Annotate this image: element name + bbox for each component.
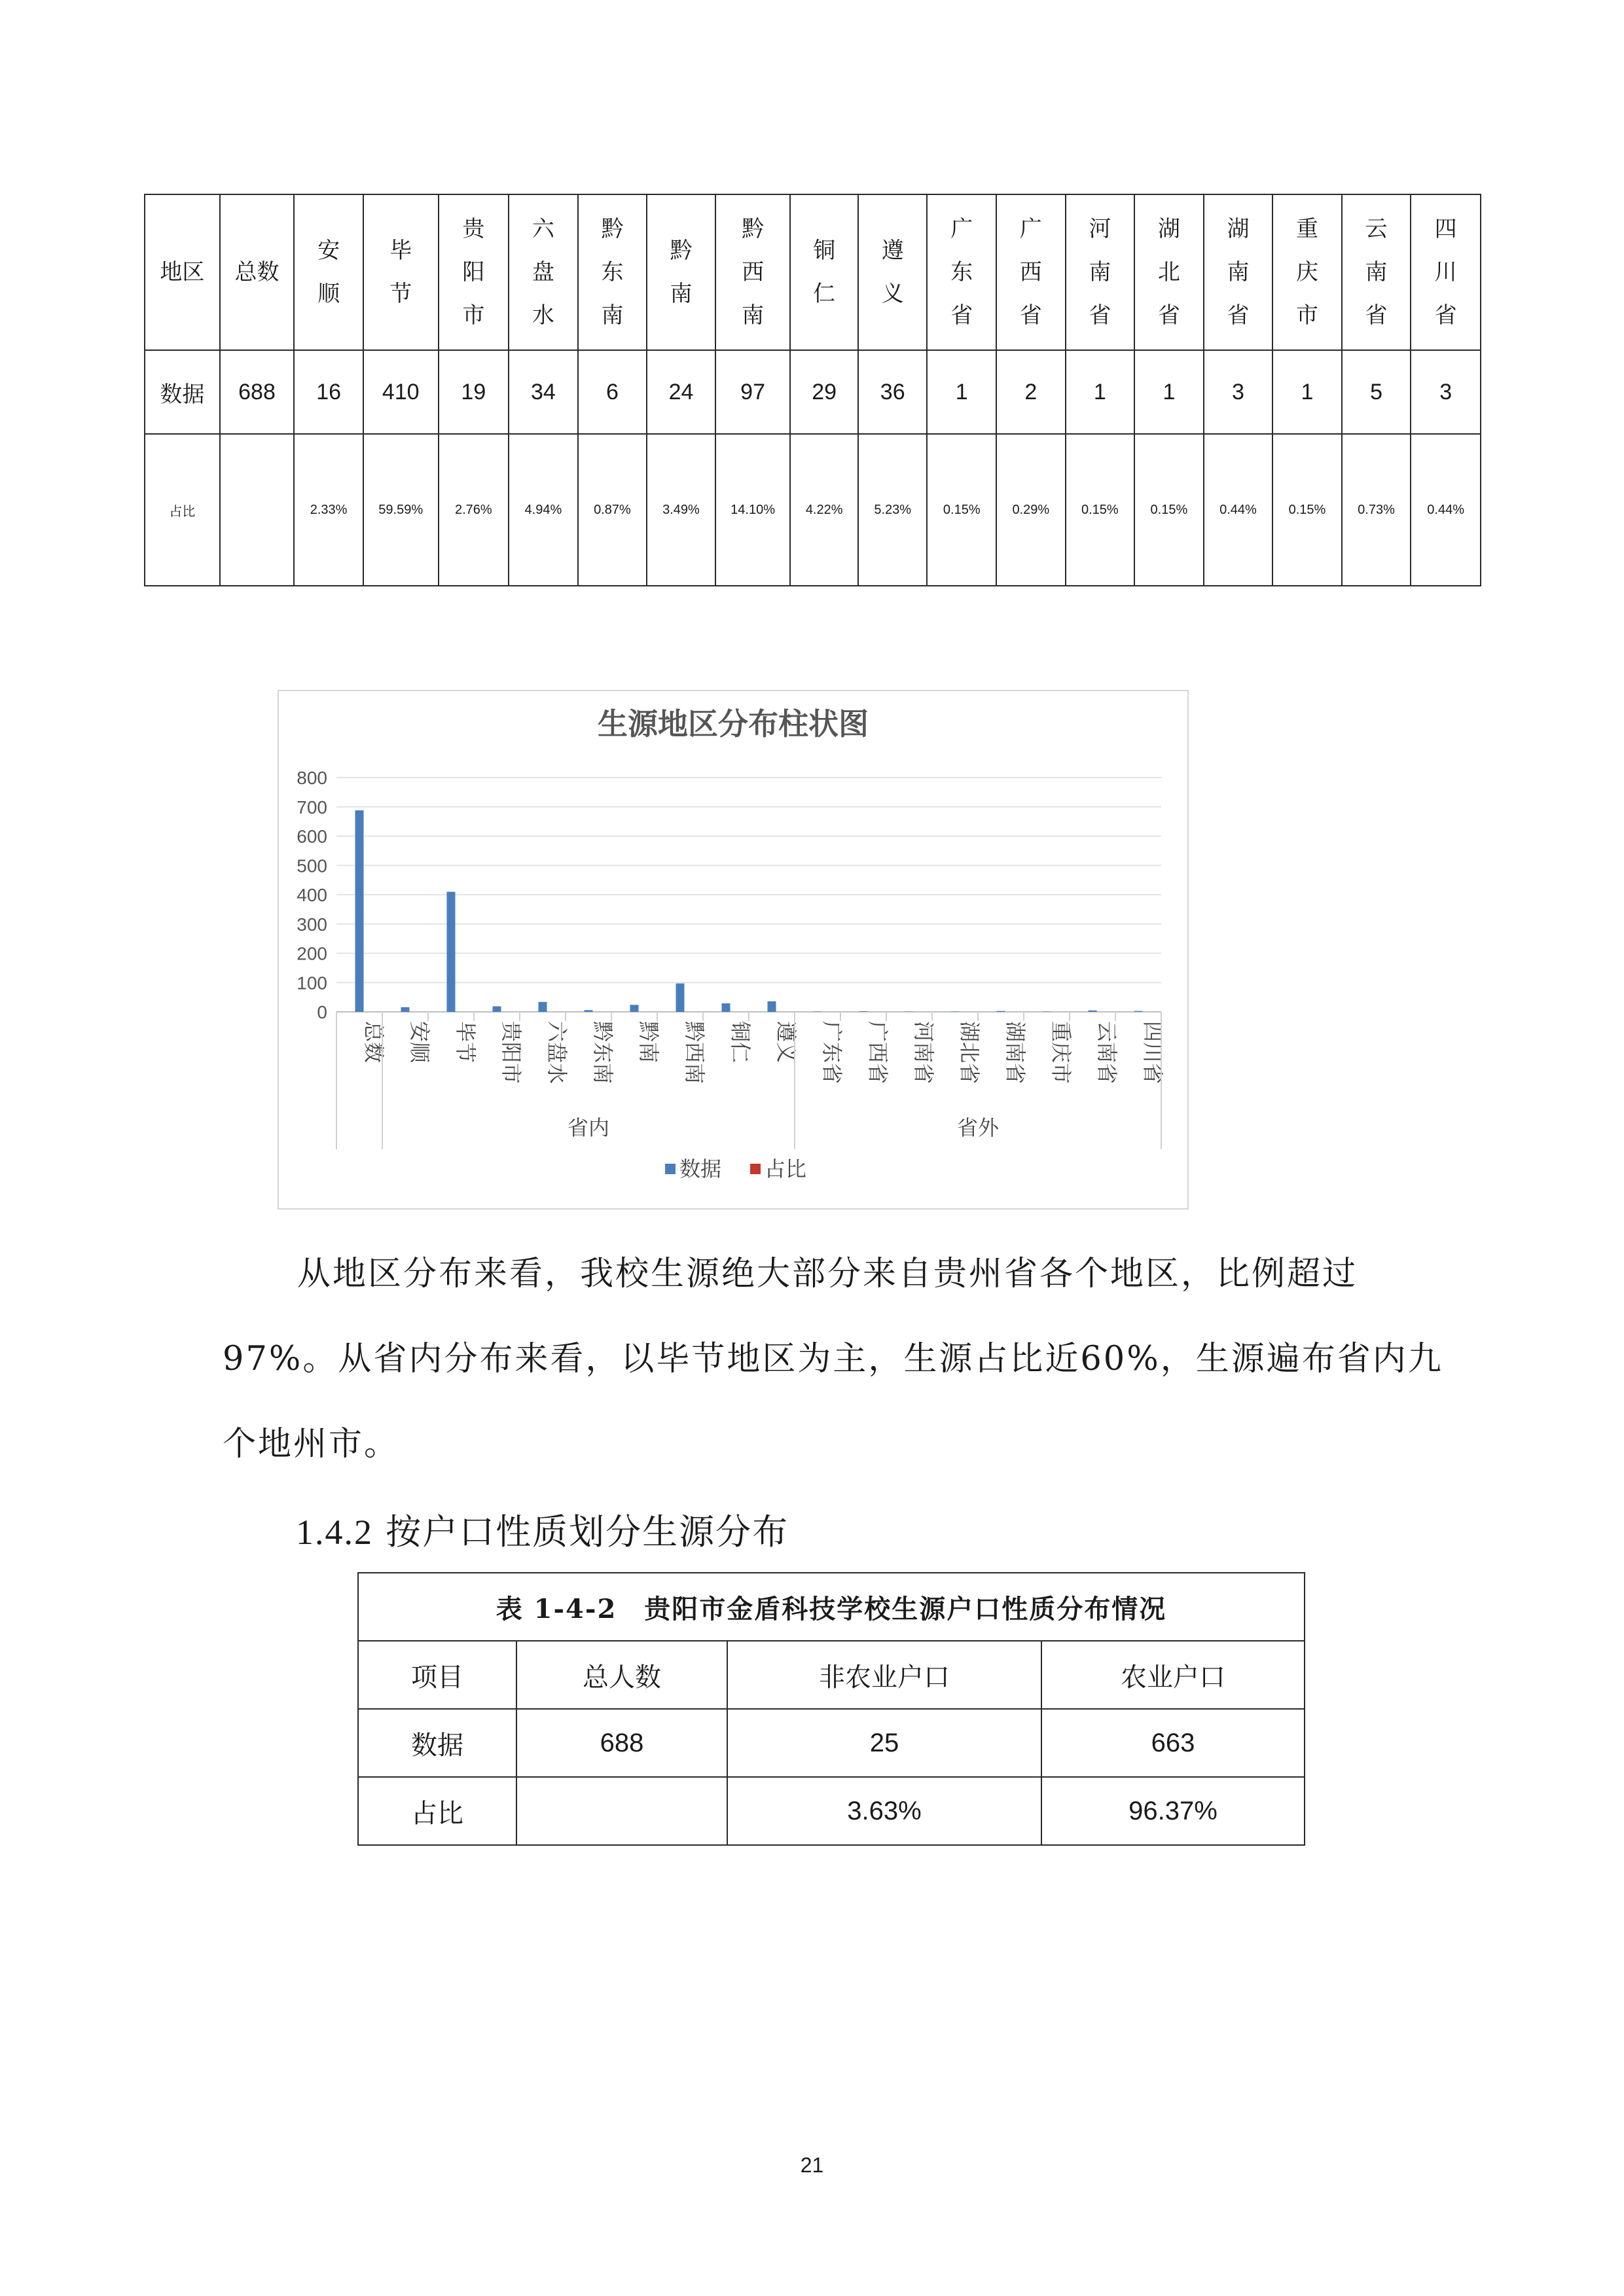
table-cell: 0.15% — [1272, 434, 1342, 586]
header-cell — [927, 194, 996, 350]
table-cell: 34 — [509, 350, 578, 434]
header-cell — [220, 194, 295, 350]
header-label: 地区 — [160, 259, 205, 285]
y-tick-label: 700 — [297, 797, 327, 817]
table-row-data — [145, 350, 1481, 434]
header-cell — [363, 194, 439, 350]
x-tick-label: 四川省 — [1140, 1021, 1165, 1085]
table-cell: 4.22% — [790, 434, 858, 586]
header-cell — [996, 194, 1066, 350]
table-cell: 29 — [790, 350, 858, 434]
y-tick-label: 600 — [297, 826, 327, 847]
table-cell: 0.15% — [1066, 434, 1135, 586]
table-row — [358, 1709, 1305, 1777]
row-label: 占比 — [358, 1777, 516, 1845]
table-cell: 97 — [715, 350, 791, 434]
x-tick-label: 黔西南 — [682, 1021, 707, 1085]
table-cell: 19 — [439, 350, 509, 434]
header-label: 毕节 — [389, 238, 412, 307]
bar — [722, 1003, 731, 1012]
table-header-row — [358, 1641, 1305, 1709]
table-cell: 2.76% — [439, 434, 509, 586]
table-header-row — [145, 194, 1481, 350]
group-label: 省外 — [956, 1115, 1000, 1140]
table-cell: 410 — [363, 350, 439, 434]
table-cell: 688 — [516, 1709, 727, 1777]
group-label: 省内 — [567, 1115, 610, 1140]
header-cell — [1066, 194, 1135, 350]
x-tick-label: 铜仁 — [728, 1021, 753, 1064]
x-tick-label: 黔东南 — [590, 1021, 615, 1085]
header-cell — [1134, 194, 1204, 350]
table-cell: 3.49% — [647, 434, 715, 586]
table-cell: 36 — [858, 350, 928, 434]
header-cell — [439, 194, 509, 350]
chart-canvas — [279, 691, 1187, 1208]
x-tick-label: 河南省 — [911, 1021, 936, 1085]
section-number: 1.4.2 — [296, 1513, 373, 1552]
y-tick-label: 200 — [297, 943, 327, 964]
hukou-table — [357, 1572, 1305, 1846]
header-label: 黔南 — [670, 238, 693, 307]
bar — [493, 1006, 501, 1012]
header-label: 云南省 — [1365, 216, 1388, 329]
y-tick-label: 500 — [297, 855, 327, 876]
table-cell: 0.87% — [578, 434, 647, 586]
header-cell — [578, 194, 647, 350]
table-cell: 0.73% — [1342, 434, 1411, 586]
table-cell — [516, 1777, 727, 1845]
header-label: 遵义 — [881, 238, 904, 307]
x-tick-label: 湖南省 — [1003, 1021, 1028, 1085]
table-cell: 0.44% — [1204, 434, 1273, 586]
table-row-ratio — [145, 434, 1481, 586]
header-label: 铜仁 — [813, 238, 836, 307]
section-heading — [296, 1504, 789, 1554]
table-cell: 1 — [927, 350, 996, 434]
header-label: 四川省 — [1434, 216, 1457, 329]
table-cell: 0.44% — [1411, 434, 1481, 586]
header-label: 河南省 — [1089, 216, 1111, 329]
header-label: 广西省 — [1019, 216, 1042, 329]
table-cell — [220, 434, 295, 586]
header-cell: 项目 — [358, 1641, 516, 1709]
x-tick-label: 广西省 — [865, 1021, 890, 1085]
header-cell — [858, 194, 928, 350]
header-label: 贵阳市 — [462, 216, 485, 329]
bar — [676, 984, 685, 1012]
table-cell: 0.15% — [1134, 434, 1204, 586]
table-cell: 0.15% — [927, 434, 996, 586]
header-cell — [294, 194, 363, 350]
header-label: 六盘水 — [532, 216, 554, 329]
bar — [859, 1011, 868, 1012]
header-cell — [1411, 194, 1481, 350]
row-label: 占比 — [145, 434, 220, 586]
table-cell: 59.59% — [363, 434, 439, 586]
header-cell — [1272, 194, 1342, 350]
row-label: 数据 — [145, 350, 220, 434]
y-tick-label: 400 — [297, 885, 327, 905]
body-paragraph: 从地区分布来看，我校生源绝大部分来自贵州省各个地区，比例超过97%。从省内分布来看，以毕节地区为主，生源占比近60%，生源遍布省内九个地州市。 — [223, 1255, 1443, 1463]
table-cell: 5.23% — [858, 434, 928, 586]
header-cell — [145, 194, 220, 350]
legend-label: 占比 — [765, 1157, 807, 1181]
y-tick-label: 0 — [317, 1002, 327, 1022]
region-distribution-table — [144, 194, 1481, 586]
x-tick-label: 毕节 — [453, 1021, 478, 1064]
header-label: 重庆市 — [1295, 216, 1318, 329]
table-cell: 25 — [727, 1709, 1041, 1777]
legend-label: 数据 — [679, 1157, 722, 1181]
header-cell — [715, 194, 791, 350]
page-number: 21 — [800, 2153, 824, 2177]
table-cell: 3 — [1204, 350, 1273, 434]
bar — [997, 1011, 1005, 1012]
bar — [585, 1010, 593, 1012]
legend-swatch — [750, 1164, 761, 1174]
table-cell: 2.33% — [294, 434, 363, 586]
header-cell — [647, 194, 715, 350]
y-tick-label: 800 — [297, 768, 327, 788]
table-cell: 1 — [1272, 350, 1342, 434]
bar-chart — [278, 690, 1189, 1210]
header-label: 总数 — [234, 259, 280, 285]
table-cell: 16 — [294, 350, 363, 434]
header-cell: 非农业户口 — [727, 1641, 1041, 1709]
table-cell: 3 — [1411, 350, 1481, 434]
y-tick-label: 300 — [297, 914, 327, 935]
x-tick-label: 遵义 — [774, 1021, 799, 1064]
bar — [539, 1002, 547, 1012]
bar — [630, 1005, 639, 1012]
chart-title: 生源地区分布柱状图 — [598, 706, 869, 742]
y-tick-label: 100 — [297, 973, 327, 994]
header-cell: 农业户口 — [1041, 1641, 1305, 1709]
x-tick-label: 重庆市 — [1049, 1021, 1074, 1085]
table-cell: 0.29% — [996, 434, 1066, 586]
header-label: 湖南省 — [1227, 216, 1250, 329]
header-cell — [790, 194, 858, 350]
bar — [1089, 1011, 1097, 1012]
table-cell: 3.63% — [727, 1777, 1041, 1845]
header-label: 湖北省 — [1157, 216, 1180, 329]
table-cell: 1 — [1134, 350, 1204, 434]
table-cell: 4.94% — [509, 434, 578, 586]
table-cell: 5 — [1342, 350, 1411, 434]
table-cell: 24 — [647, 350, 715, 434]
table-cell: 6 — [578, 350, 647, 434]
table-cell: 96.37% — [1041, 1777, 1305, 1845]
header-cell: 总人数 — [516, 1641, 727, 1709]
legend-swatch — [665, 1164, 676, 1174]
header-label: 安顺 — [317, 238, 340, 307]
header-cell — [509, 194, 578, 350]
section-title: 按户口性质划分生源分布 — [386, 1511, 789, 1552]
x-tick-label: 安顺 — [407, 1021, 432, 1064]
header-label: 黔西南 — [742, 216, 765, 329]
bar — [768, 1001, 776, 1012]
x-tick-label: 总数 — [361, 1021, 386, 1064]
x-tick-label: 广东省 — [820, 1021, 844, 1085]
row-label: 数据 — [358, 1709, 516, 1777]
header-label: 黔东南 — [601, 216, 624, 329]
table-cell: 688 — [220, 350, 295, 434]
header-label: 广东省 — [950, 216, 973, 329]
table-cell: 2 — [996, 350, 1066, 434]
bar — [1134, 1011, 1143, 1012]
table-row — [358, 1777, 1305, 1845]
x-tick-label: 湖北省 — [957, 1021, 982, 1085]
table-cell: 14.10% — [715, 434, 791, 586]
x-tick-label: 六盘水 — [545, 1021, 569, 1085]
bar — [355, 810, 364, 1012]
table-caption-row — [358, 1573, 1305, 1641]
x-tick-label: 贵阳市 — [499, 1021, 524, 1085]
bar — [401, 1007, 410, 1012]
x-tick-label: 黔南 — [636, 1021, 661, 1064]
x-tick-label: 云南省 — [1094, 1021, 1119, 1085]
header-cell — [1342, 194, 1411, 350]
table-caption: 表 1-4-2 贵阳市金盾科技学校生源户口性质分布情况 — [358, 1573, 1305, 1641]
bar — [447, 892, 456, 1012]
table-cell: 1 — [1066, 350, 1135, 434]
header-cell — [1204, 194, 1273, 350]
table-cell: 663 — [1041, 1709, 1305, 1777]
